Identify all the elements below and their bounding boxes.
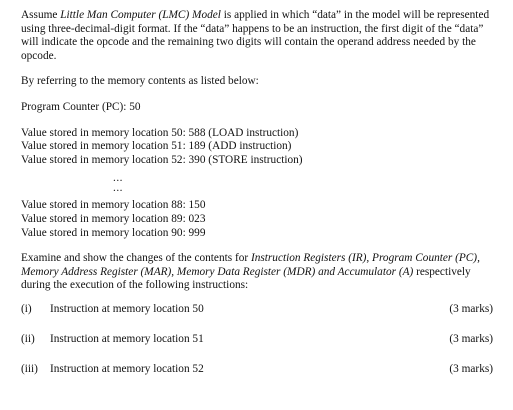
intro-paragraph [21,9,493,63]
question-marks: (3 marks) [449,302,493,315]
task-text-2: respectively during the execution of the following instructions: [21,265,471,292]
memory-line: Value stored in memory location 50: 588 (LOAD instruction) [21,126,299,139]
task-text-1: Examine and show the changes of the contents for [21,252,251,265]
memory-line: Value stored in memory location 90: 999 [21,226,206,239]
intro-text-1: Assume [21,9,61,21]
question-marks: (3 marks) [449,362,493,375]
question-text: Instruction at memory location 52 [50,362,204,375]
memory-list-1 [21,127,493,168]
memory-line: Value stored in memory location 88: 150 [21,199,206,212]
memory-line: Value stored in memory location 89: 023 [21,212,206,225]
register-list: Instruction Registers (IR), Program Counter (PC), Memory Address Register (MAR), Memory Data Register (MDR) and Accumulator (A) [21,252,480,278]
question-text: Instruction at memory location 51 [50,332,204,345]
program-counter-line: Program Counter (PC): 50 [21,100,141,113]
intro-text-2: is applied in which “data” in the model will be represented using three-decimal-digit format. If the “data” happens to be an instruction, the first digit of the “data” will indicate the opcode and the remaining two digits will contain the operand address needed by the opcode. [21,9,490,62]
ellipsis: ... [113,172,123,185]
memory-list-2 [21,199,493,240]
document-page [21,9,493,379]
question-number: (iii) [21,362,38,375]
question-item [21,303,493,319]
task-paragraph [21,252,493,293]
question-item [21,363,493,379]
memory-line: Value stored in memory location 51: 189 (ADD instruction) [21,140,292,153]
question-item [21,333,493,349]
question-marks: (3 marks) [449,332,493,345]
memory-intro: By referring to the memory contents as listed below: [21,75,259,88]
memory-line: Value stored in memory location 52: 390 (STORE instruction) [21,153,303,166]
ellipsis: ... [113,182,123,195]
question-number: (i) [21,302,32,315]
model-name: Little Man Computer (LMC) Model [60,9,221,21]
question-number: (ii) [21,332,35,345]
question-text: Instruction at memory location 50 [50,302,204,315]
